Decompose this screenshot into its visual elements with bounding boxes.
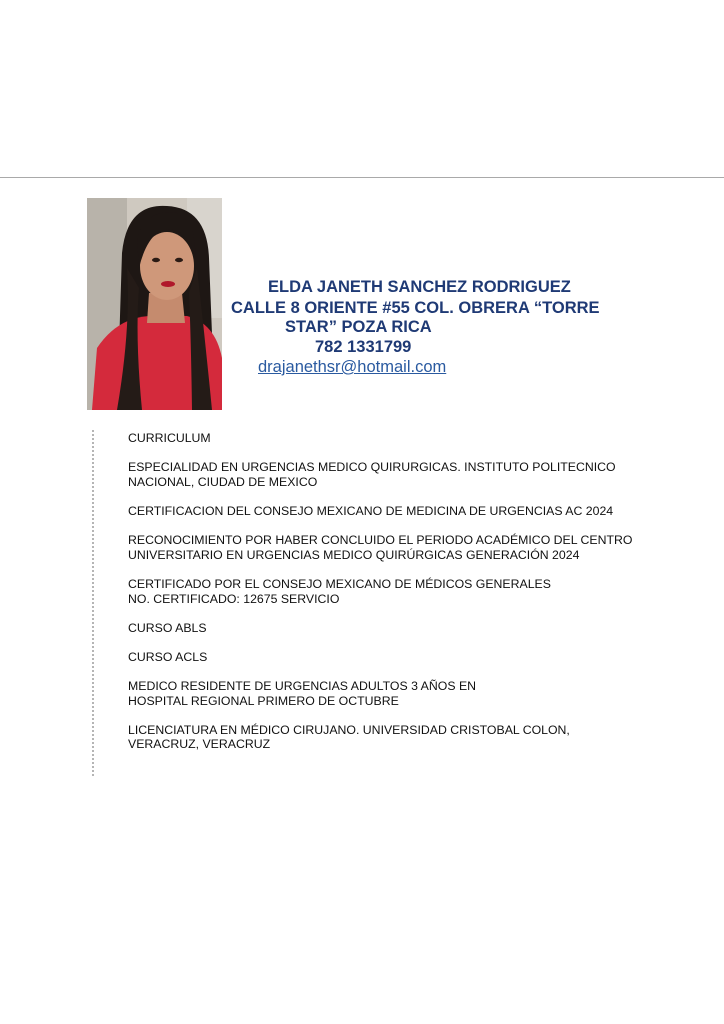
cv-item: ESPECIALIDAD EN URGENCIAS MEDICO QUIRURGICAS. INSTITUTO POLITECNICO NACIONAL, CIUDAD DE MEXICO — [128, 460, 616, 489]
curriculum-title: CURRICULUM — [128, 431, 211, 445]
email-link[interactable]: drajanethsr@hotmail.com — [258, 358, 447, 376]
profile-photo — [87, 198, 222, 410]
cv-item: CURSO ABLS — [128, 620, 207, 635]
cv-item: MEDICO RESIDENTE DE URGENCIAS ADULTOS 3 AÑOS EN HOSPITAL REGIONAL PRIMERO DE OCTUBRE — [128, 679, 477, 708]
curriculum-section — [128, 431, 648, 752]
address-line-2: STAR” POZA RICA — [285, 318, 432, 336]
top-divider — [0, 177, 724, 178]
address-line-1: CALLE 8 ORIENTE #55 COL. OBRERA “TORRE — [231, 299, 600, 317]
cv-item: RECONOCIMIENTO POR HABER CONCLUIDO EL PERIODO ACADÉMICO DEL CENTRO UNIVERSITARIO EN URGENCIAS MEDICO QUIRÚRGICAS GENERACIÓN 2024 — [128, 533, 633, 562]
cv-item: LICENCIATURA EN MÉDICO CIRUJANO. UNIVERSIDAD CRISTOBAL COLON, VERACRUZ, VERACRUZ — [128, 722, 570, 752]
person-name: ELDA JANETH SANCHEZ RODRIGUEZ — [268, 278, 571, 296]
cv-item: CURSO ACLS — [128, 649, 208, 664]
cv-item: CERTIFICADO POR EL CONSEJO MEXICANO DE MÉDICOS GENERALES NO. CERTIFICADO: 12675 SERVICIO — [128, 576, 551, 606]
phone-number: 782 1331799 — [315, 338, 412, 356]
cv-item: CERTIFICACION DEL CONSEJO MEXICANO DE MEDICINA DE URGENCIAS AC 2024 — [128, 503, 614, 518]
dotted-margin-line — [92, 430, 94, 776]
